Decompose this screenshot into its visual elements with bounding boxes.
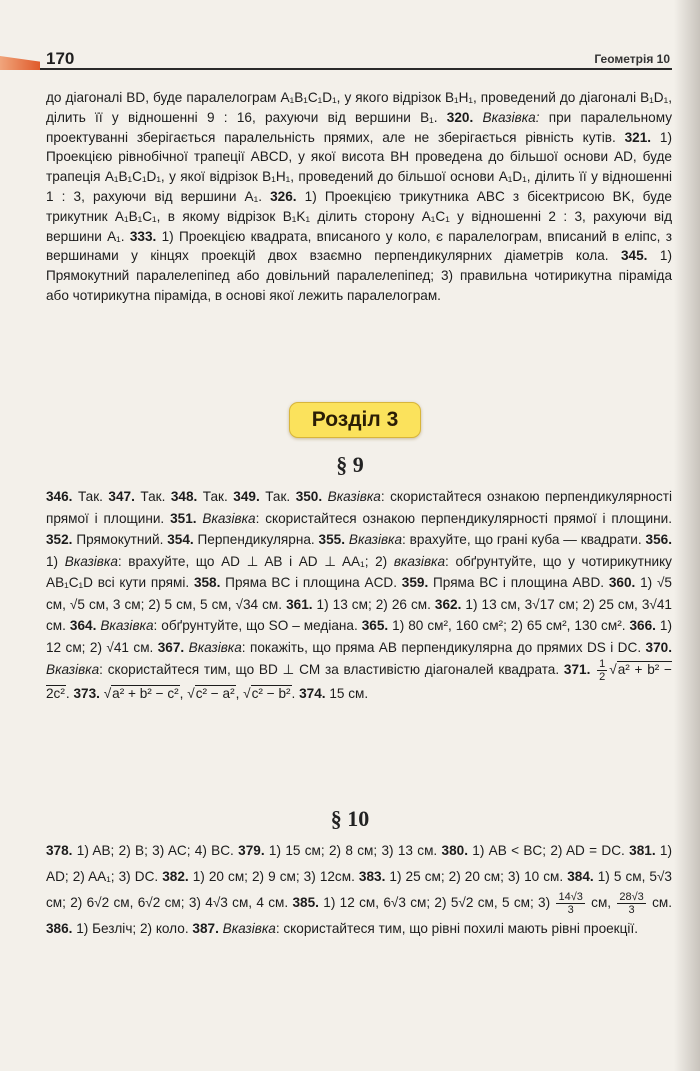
answer-text: 1) 13 см; 2) 26 см.	[312, 596, 435, 612]
answer-text: при паралельному проектуванні зберігається паралельність прямих, але не зберігається рівність кутів.	[46, 109, 673, 145]
section-9-answers: 346. Так. 347. Так. 348. Так. 349. Так. 350. Вказівка: скористайтеся ознакою перпендикулярності прямої і площини. 351. Вказівка: скористайтеся ознакою перпендикулярності прямої і площини. 352. Прямокутний. 354. Перпендикулярна. 355. Вказівка: врахуйте, що грані куба — квадрати. 356. 1) Вказівка: врахуйте, що AD ⊥ AB і AD ⊥ AA₁; 2) вказівка: обґрунтуйте, що у чотирикутнику AB₁C₁D всі кути прямі. 358. Пряма BC і площина ACD. 359. Пряма BC і площина ABD. 360. 1) √5 см, √5 см, 3 см; 2) 5 см, 5 см, √34 см. 361. 1) 13 см; 2) 26 см. 362. 1) 13 см, 3√17 см; 2) 25 см, 3√41 см. 364. Вказівка: обґрунтуйте, що SO – медіана. 365. 1) 80 см², 160 см²; 2) 65 см², 130 см². 366. 1) 12 см; 2) √41 см. 367. Вказівка: покажіть, що пряма AB перпендикулярна до прямих DS і DC. 370. Вказівка: скористайтеся тим, що BD ⊥ CM за властивістю діагоналей квадрата. 371. $\frac{1}{2}$ √a² + b² − 2c². 373. √a² + b² − c², √c² − a², √c² − b². 374. 15 см.	[46, 489, 673, 701]
fraction-numerator: 28√3	[619, 890, 644, 903]
hint-label: Вказівка	[348, 532, 403, 547]
answer-text: : обґрунтуйте, що у чотирикутнику AB₁C₁D всі кути прямі.	[46, 553, 672, 590]
answer-text: 1) 12 см; 2) √41 см.	[46, 618, 672, 655]
answer-text: 1) 25 см; 2) 20 см; 3) 10 см.	[385, 869, 568, 884]
exercise-number: 380.	[441, 843, 468, 858]
fraction	[556, 891, 584, 916]
answer-text: 1) Безліч; 2) коло.	[72, 921, 193, 936]
page-edge-shadow	[674, 0, 700, 1071]
exercise-number: 350.	[295, 489, 323, 504]
header-rule	[40, 68, 672, 70]
section-10-answers	[46, 838, 672, 942]
exercise-number: 326.	[270, 188, 297, 204]
exercise-number: 333.	[129, 228, 157, 244]
answer-text: 1)	[46, 553, 65, 569]
exercise-number: 386.	[46, 921, 73, 936]
answer-text: : покажіть, що пряма AB перпендикулярна до прямих DS і DC.	[241, 639, 646, 655]
exercise-number: 373.	[73, 686, 100, 701]
exercise-number: 371.	[563, 662, 591, 678]
hint-label: Вказівка:	[482, 109, 540, 125]
hint-label: Вказівка	[64, 553, 118, 569]
section-9-heading: § 9	[336, 452, 364, 477]
answer-text: 1) 5 см, 5√3 см; 2) 6√2 см, 6√2 см; 3) 4√3 см, 4 см.	[46, 869, 672, 910]
exercise-number: 359.	[401, 575, 429, 590]
hint-label: Вказівка	[222, 921, 276, 936]
header-accent-stripe	[0, 56, 40, 70]
answer-text: : скористайтеся тим, що BD ⊥ CM за властивістю діагоналей квадрата.	[99, 662, 564, 678]
page-number: 170	[46, 49, 75, 68]
answer-text: 1) √5 см, √5 см, 3 см; 2) 5 см, 5 см, √34 см.	[46, 575, 672, 612]
exercise-number: 349.	[233, 489, 260, 504]
fraction-denominator: 2	[599, 671, 606, 683]
exercise-number: 383.	[358, 869, 386, 884]
hint-label: Вказівка	[202, 510, 256, 526]
exercise-number: 321.	[624, 129, 652, 145]
exercise-number: 351.	[170, 510, 197, 526]
fraction-denominator: 3	[567, 903, 574, 916]
radicand: a² + b² − 2c²	[46, 662, 672, 701]
answer-text: см,	[586, 895, 616, 910]
exercise-number: 384.	[567, 869, 594, 884]
answer-text: 1) Проекцією трикутника ABC з бісектрисою BK, буде трикутник A₁B₁C₁, в якому відрізок B₁K₁ ділить сторону A₁C₁ у відношенні 2 : 3, рахуючи від вершини A₁.	[46, 188, 672, 244]
answer-text: 1) Проекцією квадрата, вписаного у коло, є паралелограм, вписаний в еліпс, з вершинами у кінцях проекцій двох взаємно перпендикулярних діаметрів кола.	[46, 228, 672, 264]
exercise-number: 356.	[645, 532, 672, 547]
answer-text: 1) 80 см², 160 см²; 2) 65 см², 130 см².	[388, 618, 630, 633]
exercise-number: 355.	[318, 532, 346, 547]
fraction-denominator: 3	[628, 903, 635, 916]
answer-text: : скористайтеся ознакою перпендикулярності прямої і площини.	[255, 510, 673, 526]
exercise-number: 379.	[238, 843, 265, 858]
answer-text: Так.	[197, 489, 234, 504]
answer-text: 1) Прямокутний паралелепіпед або довільний паралелепіпед; 3) правильна чотирикутна піраміда або чотирикутна піраміда, в основі якої лежить паралелограм.	[46, 248, 672, 303]
answer-text: Так.	[259, 489, 296, 504]
exercise-number: 362.	[434, 596, 462, 612]
running-head: Геометрія 10	[594, 52, 670, 66]
answer-text: : врахуйте, що грані куба — квадрати.	[402, 532, 646, 547]
answer-text: 1) 15 см; 2) 8 см; 3) 13 см.	[264, 843, 442, 858]
answer-text: Так.	[72, 489, 109, 504]
answer-text: : скористайтеся ознакою перпендикулярності прямої і площини.	[46, 489, 673, 526]
exercise-number: 378.	[46, 843, 73, 858]
answer-text: 15 см.	[325, 686, 369, 701]
fraction	[617, 891, 645, 916]
fraction-numerator: 1	[599, 658, 606, 670]
separator: .	[291, 686, 300, 701]
exercise-number: 360.	[608, 575, 636, 590]
answer-text: до діагоналі BD, буде паралелограм A₁B₁C₁D₁, у якого відрізок B₁H₁, проведений до діагоналі B₁D₁, ділить її у відношенні 9 : 16, рахуючи від вершини B₁.	[46, 90, 672, 125]
radicand: c² − a²	[195, 686, 235, 701]
exercise-number: 348.	[170, 489, 198, 504]
chapter-title: Розділ 3	[289, 402, 421, 438]
answer-text: см.	[647, 895, 673, 910]
fraction	[597, 658, 607, 683]
radicand: c² − b²	[251, 686, 291, 701]
exercise-number: 345.	[621, 248, 648, 264]
exercise-number: 370.	[645, 639, 672, 655]
exercise-number: 365.	[361, 618, 389, 633]
answer-text: 1) 12 см, 6√3 см; 2) 5√2 см, 5 см; 3)	[318, 895, 555, 910]
fraction-numerator: 14√3	[558, 890, 583, 903]
exercise-number: 367.	[157, 639, 185, 655]
answer-text: Пряма BC і площина ABD.	[428, 575, 609, 590]
answer-text: 1) AB < BC; 2) AD = DC.	[467, 843, 630, 858]
exercise-number: 364.	[69, 618, 97, 633]
answer-text: : обґрунтуйте, що SO – медіана.	[153, 618, 362, 633]
answer-text: 1) 13 см, 3√17 см; 2) 25 см, 3√41 см.	[46, 596, 672, 633]
answer-text: : врахуйте, що AD ⊥ AB і AD ⊥ AA₁; 2)	[117, 553, 394, 569]
answer-text: Пряма BC і площина ACD.	[220, 575, 402, 590]
exercise-number: 361.	[286, 596, 313, 612]
answer-text: Перпендикулярна.	[193, 532, 319, 547]
exercise-number: 374.	[299, 686, 326, 701]
separator: ,	[235, 686, 244, 701]
radicand: a² + b² − c²	[112, 686, 179, 701]
section-10-heading: § 10	[330, 806, 370, 831]
exercise-number: 352.	[46, 532, 73, 547]
exercise-number: 387.	[192, 921, 219, 936]
exercise-number: 354.	[167, 532, 194, 547]
answer-text: 1) 20 см; 2) 9 см; 3) 12см.	[188, 869, 359, 884]
exercise-number: 366.	[629, 618, 656, 633]
exercise-number: 382.	[162, 869, 189, 884]
answer-text: Прямокутний.	[72, 532, 168, 547]
answer-text: 1) Проекцією рівнобічної трапеції ABCD, у якої висота BH проведена до більшої основи AD, буде трапеція A₁B₁C₁D₁, у якої відрізок B₁H₁, проведений до більшої основи A₁D₁, ділить її у відношенні 1 : 3, рахуючи від вершини A₁.	[46, 129, 672, 204]
answer-text: 1) AD; 2) AA₁; 3) DC.	[46, 843, 673, 884]
hint-label: Вказівка	[327, 489, 381, 504]
intro-paragraph	[46, 88, 672, 306]
exercise-number: 320.	[446, 109, 474, 125]
exercise-number: 347.	[108, 489, 135, 504]
exercise-number: 358.	[193, 575, 221, 590]
hint-label: Вказівка	[100, 618, 154, 633]
answer-text: .	[65, 686, 70, 701]
answer-text: Так.	[134, 489, 171, 504]
hint-label: Вказівка	[188, 639, 242, 655]
exercise-number: 385.	[292, 895, 319, 910]
separator: ,	[179, 686, 188, 701]
exercise-number: 381.	[629, 843, 656, 858]
hint-label: Вказівка	[46, 662, 100, 678]
exercise-number: 346.	[46, 489, 73, 504]
answer-text: 1) AB; 2) B; 3) AC; 4) BC.	[72, 843, 239, 858]
answer-text: : скористайтеся тим, що рівні похилі мають рівні проекції.	[275, 921, 638, 936]
hint-label: вказівка	[393, 553, 446, 569]
